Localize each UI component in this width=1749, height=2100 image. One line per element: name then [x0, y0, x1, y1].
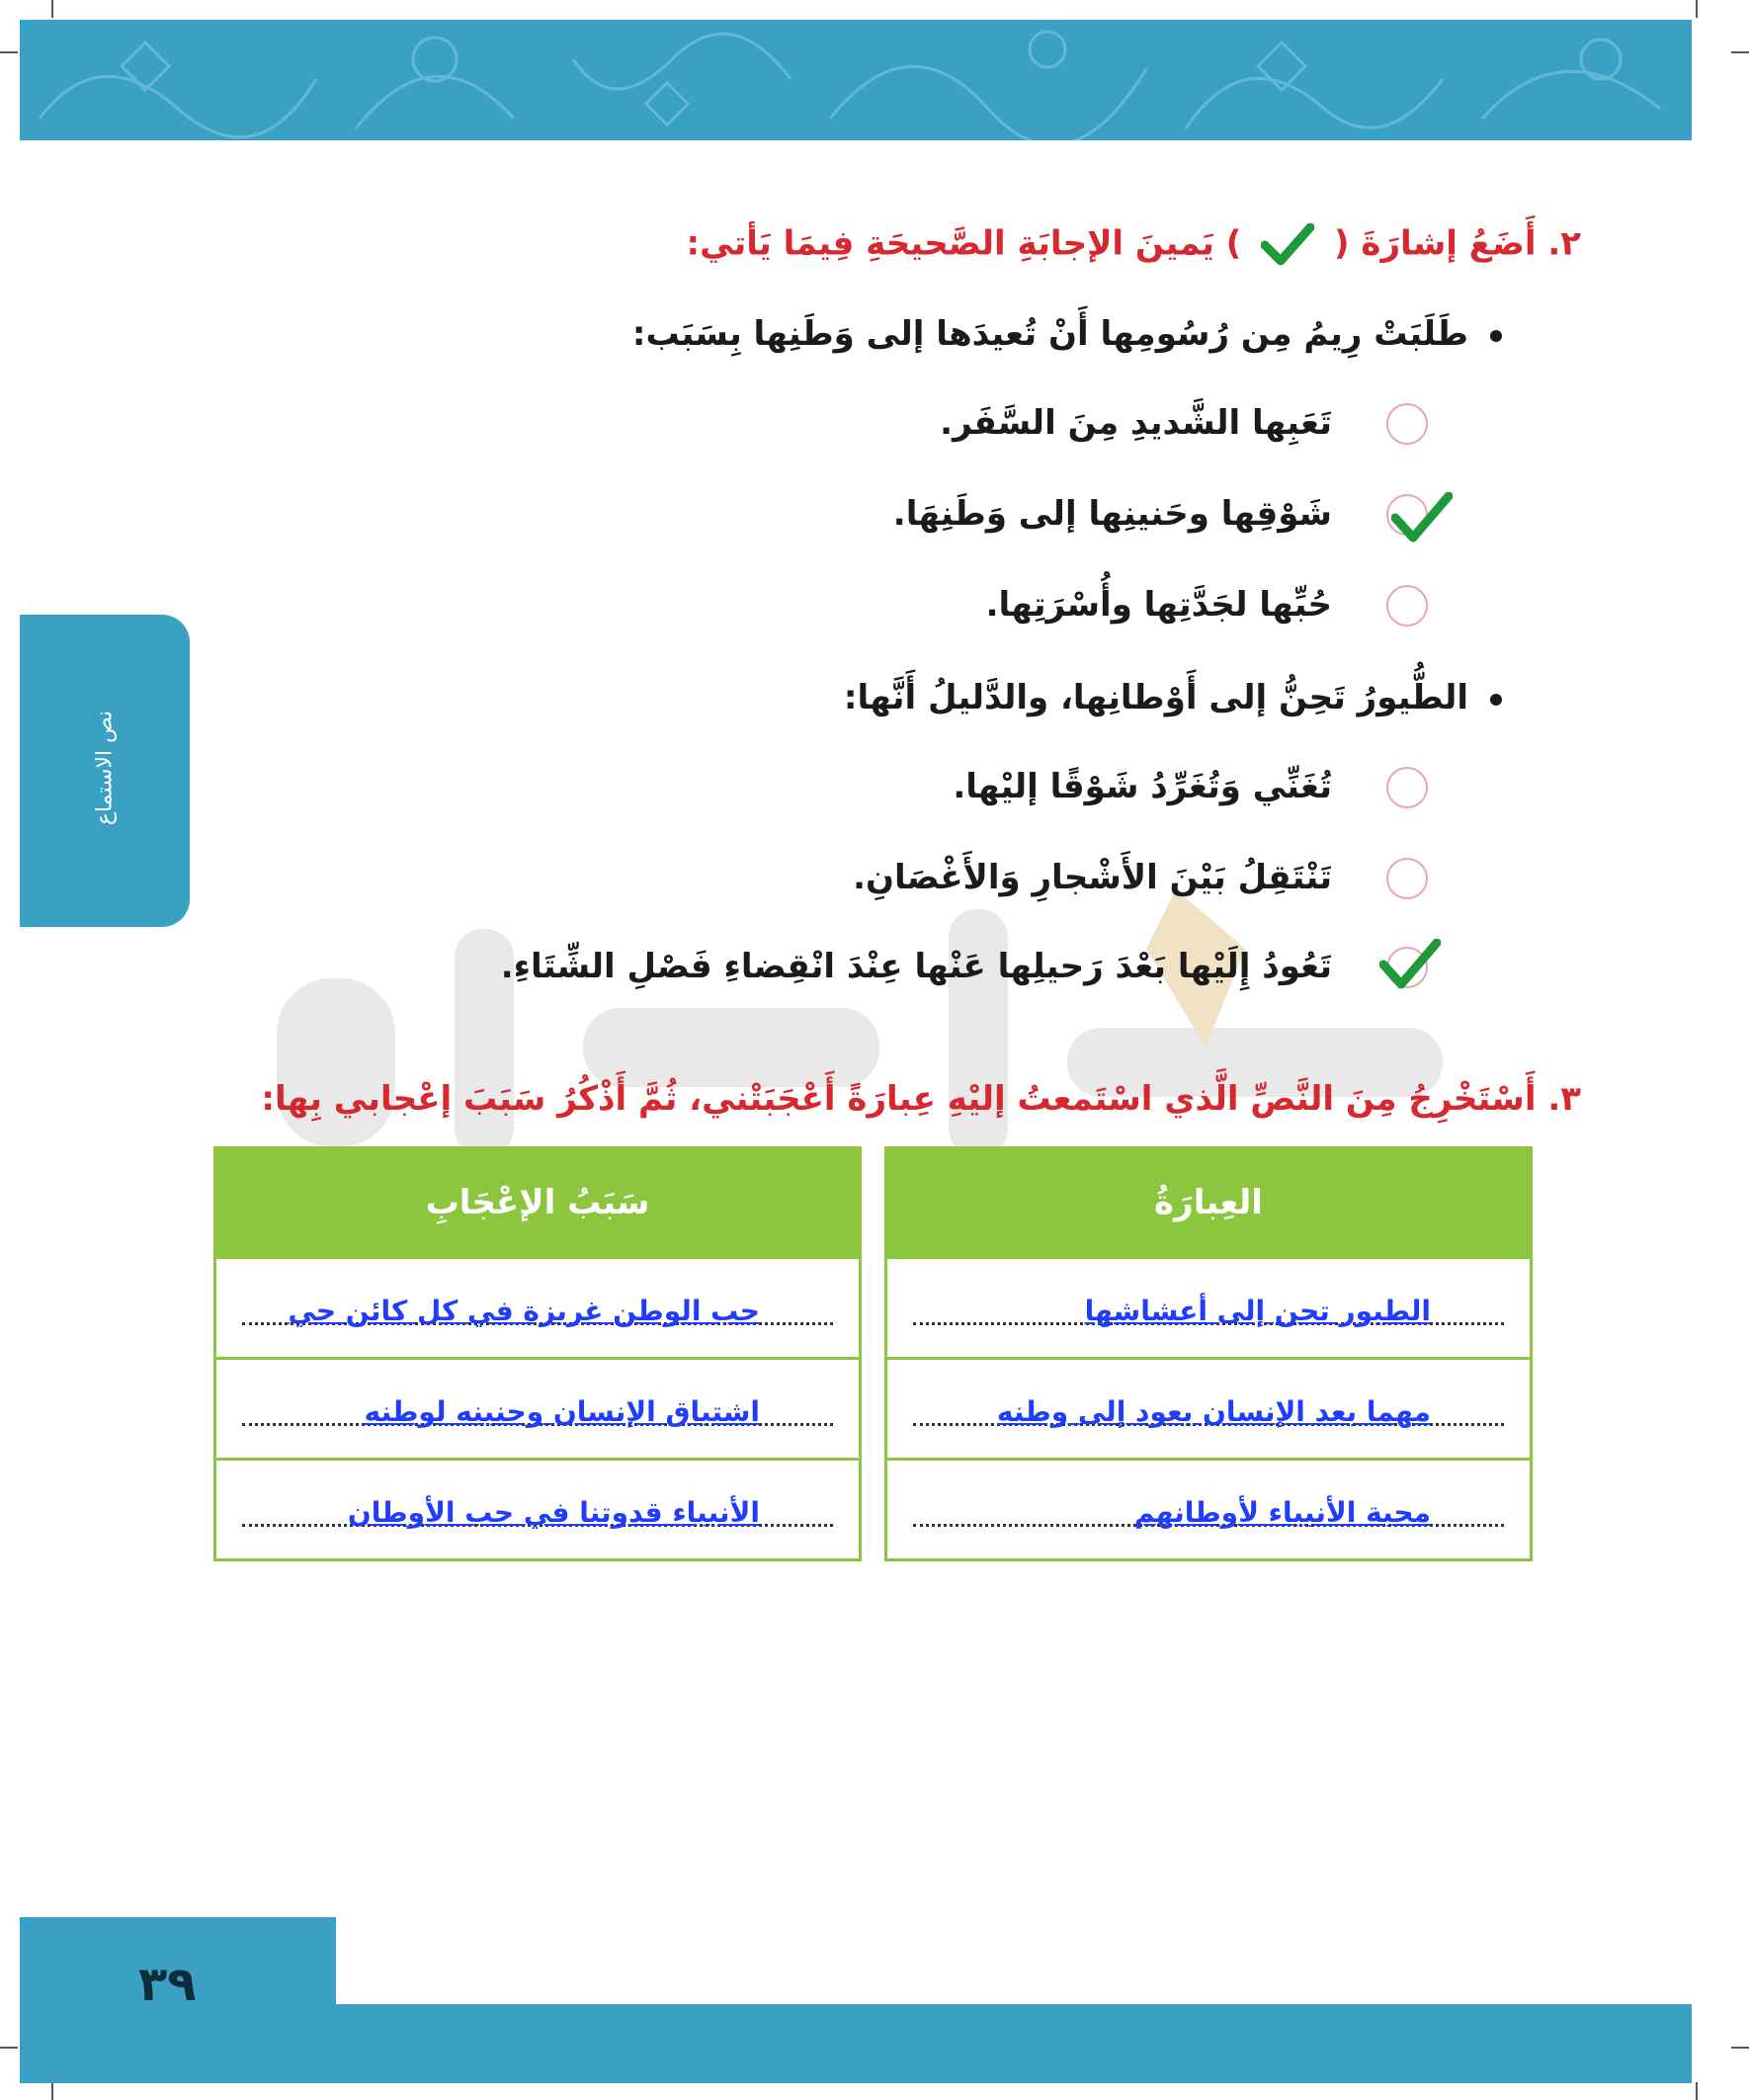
crop-mark: [1696, 2082, 1698, 2100]
reason-cell[interactable]: [215, 1460, 861, 1560]
crop-mark: [51, 2082, 53, 2100]
group-2-stem: [844, 678, 1502, 717]
side-tab-label: نص الاستماع: [92, 710, 118, 826]
reason-answer: حب الوطن غريزة في كل كائن حي: [288, 1295, 760, 1327]
section-side-tab: [20, 615, 190, 927]
bullet-dot: [1490, 694, 1502, 706]
group-1-stem-text: طَلَبَتْ رِيمُ مِن رُسُومِها أَنْ تُعيدَها إلى وَطَنِها بِسَبَب:: [631, 314, 1468, 354]
question-2-title: [687, 223, 1581, 267]
check-icon: [1261, 223, 1314, 267]
phrase-cell[interactable]: [886, 1460, 1532, 1560]
reason-cell[interactable]: [215, 1359, 861, 1460]
crop-mark: [1731, 2047, 1749, 2049]
crop-mark: [0, 51, 18, 53]
group-2-stem-text: الطُّيورُ تَحِنُّ إلى أَوْطانِها، والدَّليلُ أَنَّها:: [843, 678, 1468, 717]
question-2-suffix: ) يَمينَ الإجابَةِ الصَّحيحَةِ فِيمَا يَأتي:: [686, 223, 1242, 264]
crop-mark: [0, 2047, 18, 2049]
reason-column-header: سَبَبُ الإعْجَابِ: [215, 1148, 861, 1258]
reason-cell[interactable]: [215, 1258, 861, 1359]
crop-mark: [1731, 51, 1749, 53]
option-1-2: شَوْقِها وحَنينِها إلى وَطَنِهَا.: [892, 494, 1332, 534]
phrase-answer: محبة الأنبياء لأوطانهم: [1133, 1496, 1431, 1529]
phrase-cell[interactable]: [886, 1258, 1532, 1359]
option-radio-1[interactable]: [1386, 403, 1428, 445]
header-banner: [20, 20, 1692, 140]
phrase-table: [884, 1146, 1533, 1561]
option-2-2: تَنْتَقِلُ بَيْنَ الأَشْجارِ وَالأَغْصَانِ.: [853, 858, 1332, 897]
phrase-answer: الطيور تحن إلى أعشاشها: [1084, 1295, 1431, 1327]
option-radio-3[interactable]: [1386, 585, 1428, 627]
reason-answer: اشتياق الإنسان وحنينه لوطنه: [364, 1395, 760, 1428]
phrase-cell[interactable]: [886, 1359, 1532, 1460]
question-3-title: ٣. أَسْتَخْرِجُ مِنَ النَّصِّ الَّذي اسْتَمعتُ إليْهِ عِبارَةً أَعْجَبَتْني، ثُمَّ أَذْكُرُ سَبَبَ إعْجابي بِها:: [261, 1079, 1581, 1119]
footer-bar: [20, 1917, 1692, 2083]
bullet-dot: [1490, 330, 1502, 342]
reason-answer: الأنبياء قدوتنا في حب الأوطان: [347, 1496, 760, 1529]
group-1-stem: [632, 314, 1502, 354]
calligraphy-pattern: [20, 20, 1692, 140]
crop-mark: [1696, 0, 1698, 18]
crop-mark: [51, 0, 53, 18]
footer-notch: [336, 1917, 1692, 2004]
option-2-3: تَعُودُ إِلَيْها بَعْدَ رَحيلِها عَنْها عِنْدَ انْقِضاءِ فَصْلِ الشِّتَاءِ.: [500, 947, 1332, 986]
option-1-1: تَعَبِها الشَّديدِ مِنَ السَّفَر.: [940, 403, 1332, 443]
check-icon: [1391, 492, 1453, 544]
option-2-1: تُغَنِّي وَتُغَرِّدُ شَوْقًا إليْها.: [953, 767, 1332, 806]
page-number: ٣٩: [138, 1957, 197, 2012]
phrase-answer: مهما بعد الإنسان يعود إلى وطنه: [996, 1395, 1431, 1428]
option-radio-5[interactable]: [1386, 858, 1428, 899]
phrase-column-header: العِبارَةُ: [886, 1148, 1532, 1258]
question-2-prefix: ٢. أَضَعُ إشارَةَ (: [1334, 223, 1581, 264]
option-radio-4[interactable]: [1386, 767, 1428, 808]
check-icon: [1379, 939, 1441, 990]
option-1-3: حُبِّها لجَدَّتِها وأُسْرَتِها.: [985, 585, 1332, 625]
reason-table: [213, 1146, 862, 1561]
